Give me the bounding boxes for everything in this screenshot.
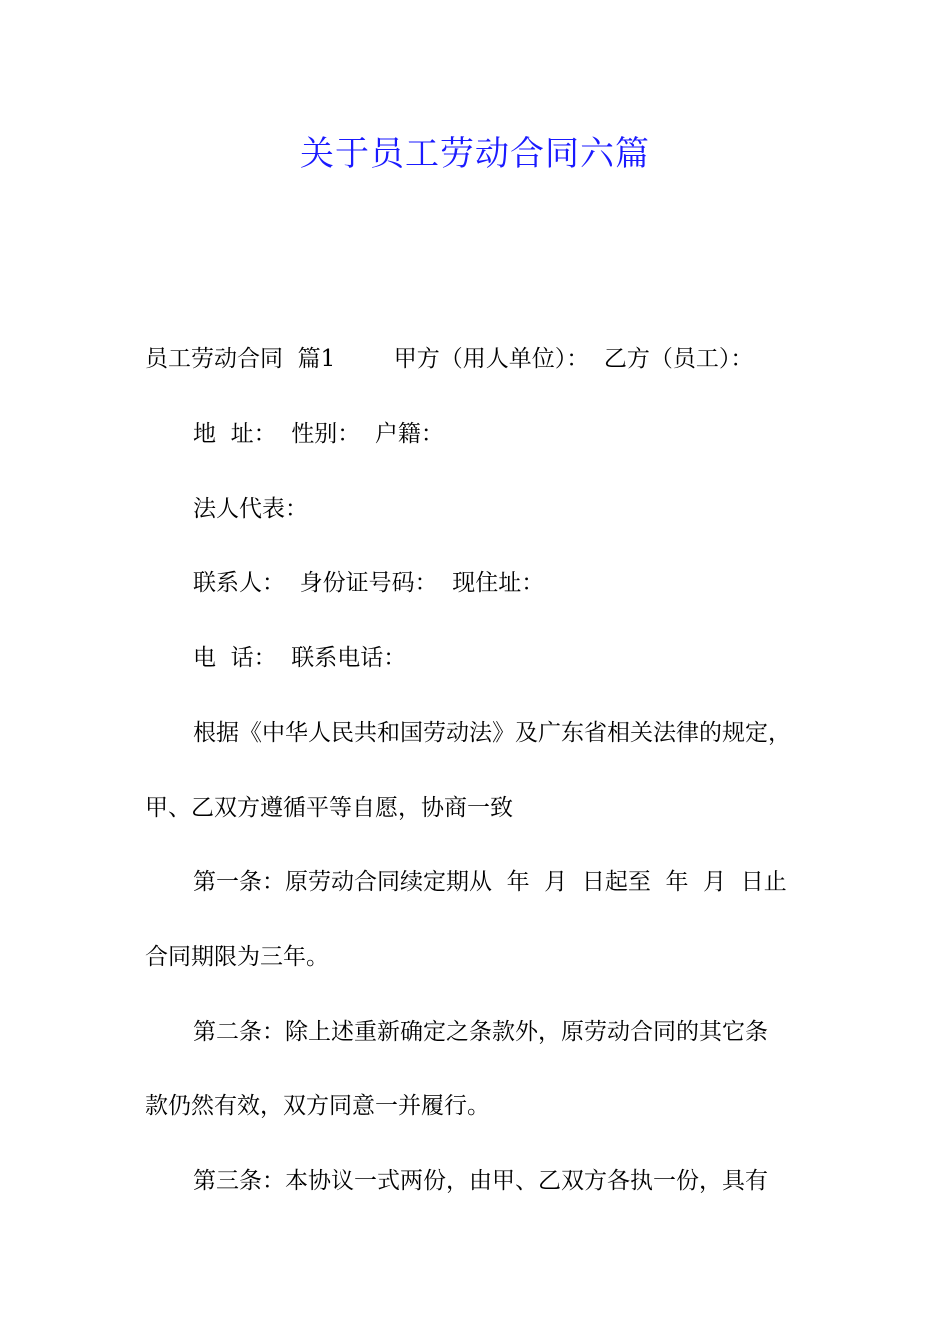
article-one-line: 第一条：原劳动合同续定期从 年 月 日起至 年 月 日止	[193, 869, 787, 895]
article-two-continuation: 款仍然有效，双方同意一并履行。	[145, 1093, 490, 1119]
contract-heading-line: 员工劳动合同 篇1 甲方（用人单位）： 乙方（员工）：	[145, 346, 754, 372]
article-two-line: 第二条：除上述重新确定之条款外，原劳动合同的其它条	[193, 1019, 768, 1045]
preamble-line: 根据《中华人民共和国劳动法》及广东省相关法律的规定，	[193, 720, 791, 746]
address-fields-line: 地 址： 性别： 户籍：	[193, 421, 444, 447]
article-one-continuation: 合同期限为三年。	[145, 944, 329, 970]
preamble-continuation: 甲、乙双方遵循平等自愿，协商一致	[145, 795, 513, 821]
article-three-line: 第三条：本协议一式两份，由甲、乙双方各执一份，具有	[193, 1168, 768, 1194]
phone-fields-line: 电 话： 联系电话：	[193, 645, 407, 671]
document-title: 关于员工劳动合同六篇	[300, 134, 650, 174]
legal-representative-line: 法人代表：	[193, 496, 308, 522]
contact-fields-line: 联系人： 身份证号码： 现住址：	[193, 570, 545, 596]
